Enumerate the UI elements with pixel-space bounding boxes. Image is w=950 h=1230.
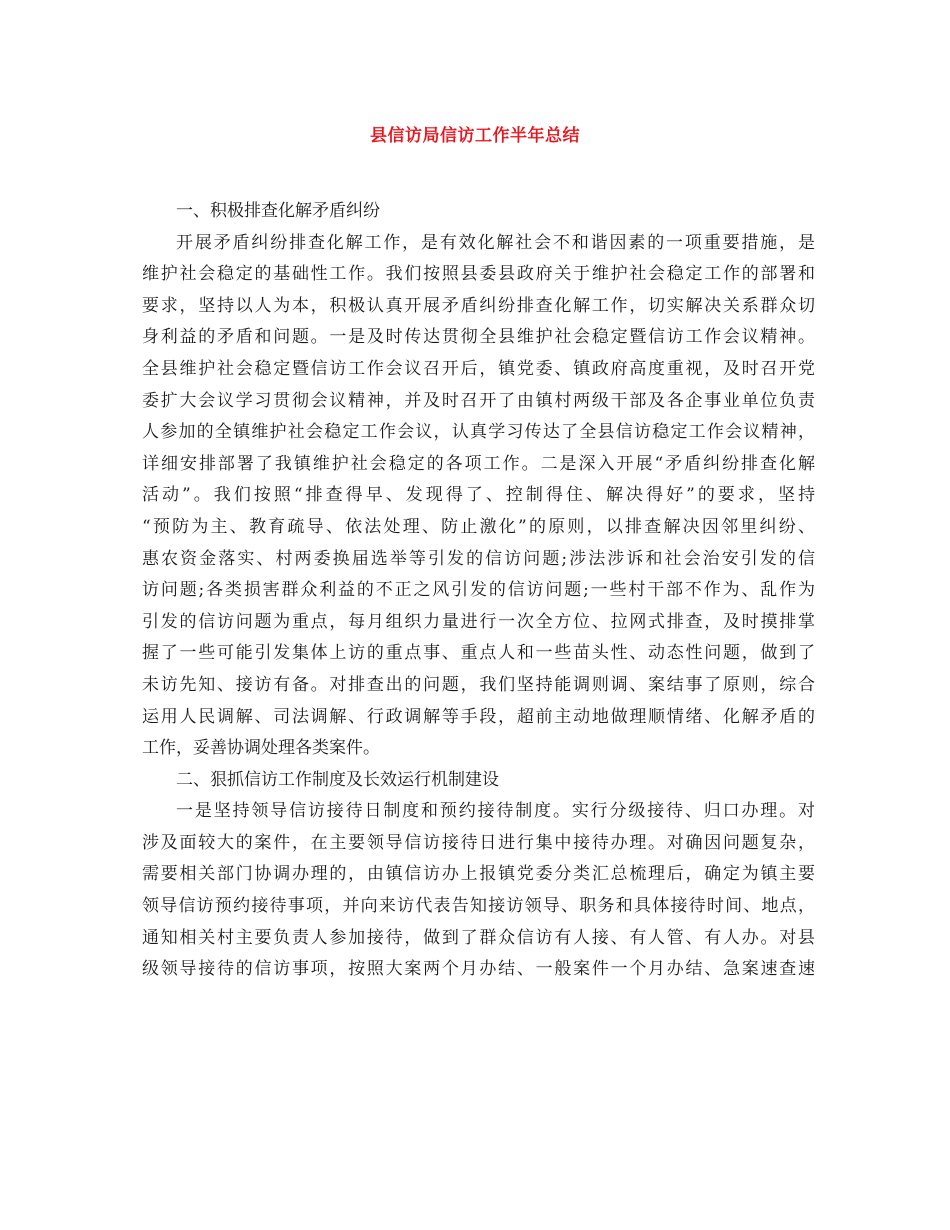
paragraph-line: 活动”。我们按照“排查得早、发现得了、控制得住、解决得好”的要求，坚持: [142, 485, 815, 506]
document-title: 县信访局信访工作半年总结: [370, 126, 580, 146]
paragraph-line: 详细安排部署了我镇维护社会稳定的各项工作。二是深入开展“矛盾纠纷排查化解: [142, 453, 815, 474]
paragraph-line: 开展矛盾纠纷排查化解工作，是有效化解社会不和谐因素的一项重要措施，是: [176, 232, 815, 253]
paragraph-line: 身利益的矛盾和问题。一是及时传达贯彻全县维护社会稳定暨信访工作会议精神。: [142, 327, 815, 348]
paragraph-line: 未访先知、接访有备。对排查出的问题，我们坚持能调则调、案结事了原则，综合: [142, 674, 815, 695]
paragraph-line: 运用人民调解、司法调解、行政调解等手段，超前主动地做理顺情绪、化解矛盾的: [142, 706, 815, 727]
paragraph-line: 通知相关村主要负责人参加接待，做到了群众信访有人接、有人管、有人办。对县: [142, 927, 815, 948]
paragraph-line: 握了一些可能引发集体上访的重点事、重点人和一些苗头性、动态性问题，做到了: [142, 643, 815, 664]
paragraph-line: “预防为主、教育疏导、依法处理、防止激化”的原则，以排查解决因邻里纠纷、: [142, 516, 815, 537]
section-heading: 二、狠抓信访工作制度及长效运行机制建设: [176, 769, 499, 790]
paragraph-line: 人参加的全镇维护社会稳定工作会议，认真学习传达了全县信访稳定工作会议精神，: [142, 422, 815, 443]
paragraph-line: 引发的信访问题为重点，每月组织力量进行一次全方位、拉网式排查，及时摸排掌: [142, 611, 815, 632]
paragraph-line: 惠农资金落实、村两委换届选举等引发的信访问题;涉法涉诉和社会治安引发的信: [142, 548, 815, 569]
paragraph-line: 要求，坚持以人为本，积极认真开展矛盾纠纷排查化解工作，切实解决关系群众切: [142, 295, 815, 316]
paragraph-line: 涉及面较大的案件，在主要领导信访接待日进行集中接待办理。对确因问题复杂，: [142, 832, 815, 853]
paragraph-line: 访问题;各类损害群众利益的不正之风引发的信访问题;一些村干部不作为、乱作为: [142, 580, 815, 601]
section-heading: 一、积极排查化解矛盾纠纷: [176, 201, 380, 221]
paragraph-line: 一是坚持领导信访接待日制度和预约接待制度。实行分级接待、归口办理。对: [176, 801, 815, 822]
paragraph-line: 全县维护社会稳定暨信访工作会议召开后，镇党委、镇政府高度重视，及时召开党: [142, 358, 815, 379]
paragraph-line: 工作，妥善协调处理各类案件。: [142, 738, 380, 759]
document-body: [142, 196, 815, 986]
paragraph-line: 级领导接待的信访事项，按照大案两个月办结、一般案件一个月办结、急案速查速: [142, 959, 815, 980]
paragraph-line: 委扩大会议学习贯彻会议精神，并及时召开了由镇村两级干部及各企事业单位负责: [142, 390, 815, 411]
paragraph-line: 需要相关部门协调办理的，由镇信访办上报镇党委分类汇总梳理后，确定为镇主要: [142, 864, 815, 885]
paragraph-line: 领导信访预约接待事项，并向来访代表告知接访领导、职务和具体接待时间、地点，: [142, 896, 815, 917]
paragraph-line: 维护社会稳定的基础性工作。我们按照县委县政府关于维护社会稳定工作的部署和: [142, 264, 815, 285]
